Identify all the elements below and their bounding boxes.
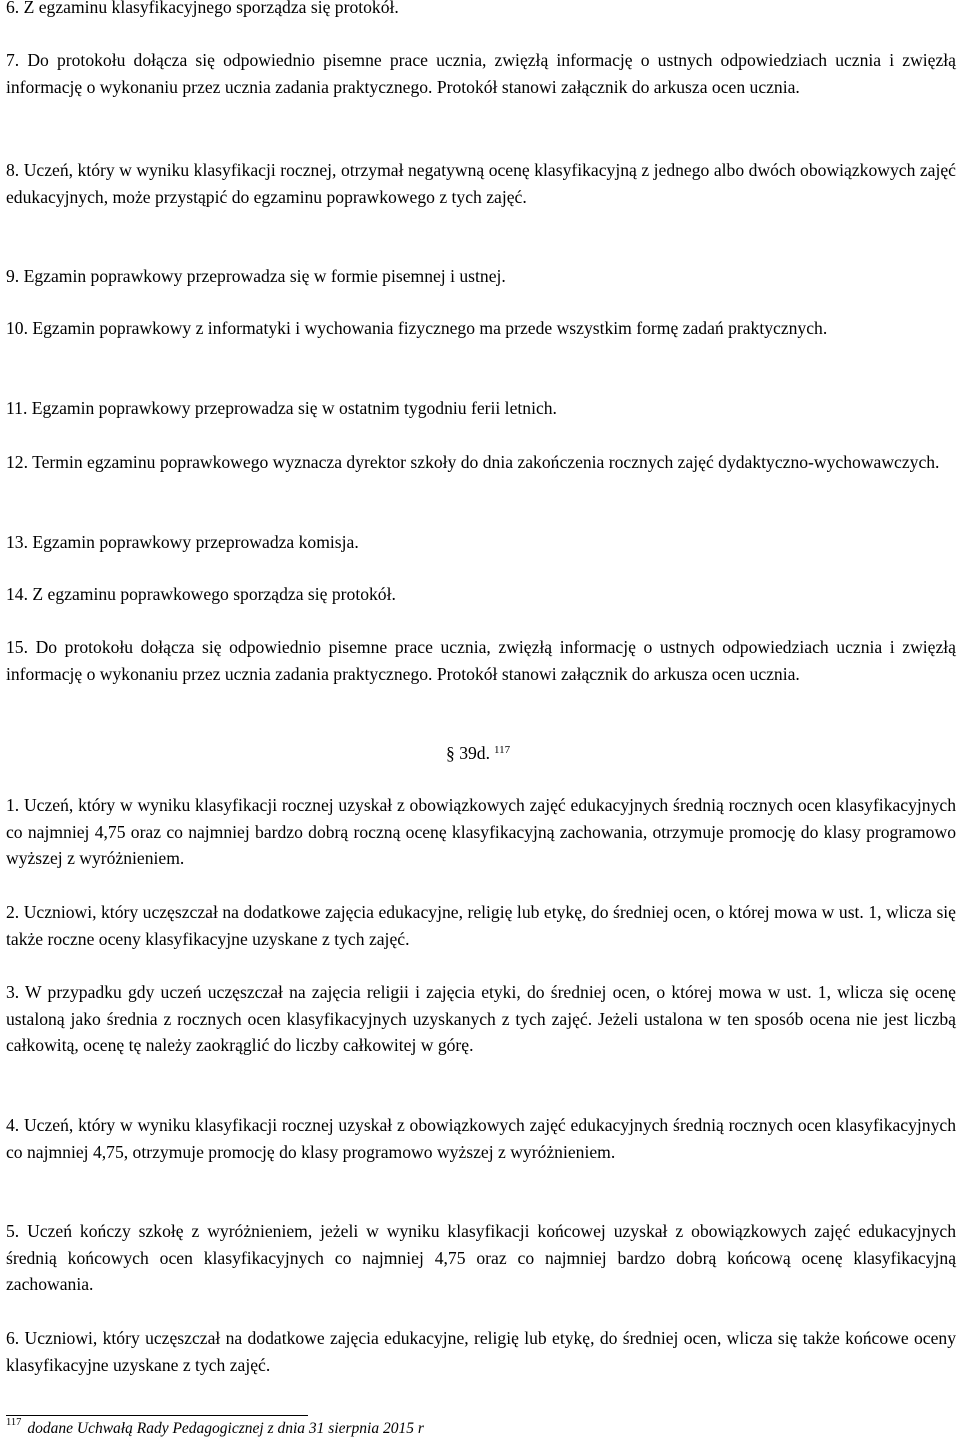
footnote-text: dodane Uchwałą Rady Pedagogicznej z dnia 31 sierpnia 2015 r bbox=[27, 1420, 424, 1437]
paragraph-7: 7. Do protokołu dołącza się odpowiednio pisemne prace ucznia, zwięzłą informację o ustnych odpowiedziach ucznia i zwięzłą informację o wykonaniu przez ucznia zadania praktycznego. Protokół stanowi załącznik do arkusza ocen ucznia. bbox=[6, 50, 956, 97]
paragraph-8: 8. Uczeń, który w wyniku klasyfikacji rocznej, otrzymał negatywną ocenę klasyfikacyjną z jednego albo dwóch obowiązkowych zajęć edukacyjnych, może przystąpić do egzaminu poprawkowego z tych zajęć. bbox=[6, 160, 956, 207]
paragraph-section-5: 5. Uczeń kończy szkołę z wyróżnieniem, jeżeli w wyniku klasyfikacji końcowej uzyskał z obowiązkowych zajęć edukacyjnych średnią końcowych ocen klasyfikacyjnych co najmniej 4,75 oraz co najmniej bardzo dobrą końcową ocenę klasyfikacyjną zachowania. bbox=[6, 1221, 956, 1294]
paragraph-11: 11. Egzamin poprawkowy przeprowadza się w ostatnim tygodniu ferii letnich. bbox=[6, 398, 557, 418]
paragraph-9: 9. Egzamin poprawkowy przeprowadza się w formie pisemnej i ustnej. bbox=[6, 266, 506, 286]
paragraph-6: 6. Z egzaminu klasyfikacyjnego sporządza się protokół. bbox=[6, 0, 399, 17]
paragraph-13: 13. Egzamin poprawkowy przeprowadza komisja. bbox=[6, 532, 359, 552]
footnote bbox=[6, 1416, 424, 1444]
paragraph-section-4: 4. Uczeń, który w wyniku klasyfikacji rocznej uzyskał z obowiązkowych zajęć edukacyjnych średnią rocznych ocen klasyfikacyjnych co najmniej 4,75, otrzymuje promocję do klasy programowo wyższej z wyróżnieniem. bbox=[6, 1115, 956, 1162]
paragraph-12: 12. Termin egzaminu poprawkowego wyznacza dyrektor szkoły do dnia zakończenia rocznych zajęć dydaktyczno-wychowawczych. bbox=[6, 452, 940, 472]
paragraph-section-3: 3. W przypadku gdy uczeń uczęszczał na zajęcia religii i zajęcia etyki, do średniej ocen, o której mowa w ust. 1, wlicza się ocenę ustaloną jako średnia z rocznych ocen klasyfikacyjnych uzyskanych z tych zajęć. Jeżeli ustalona w ten sposób ocena nie jest liczbą całkowitą, ocenę tę należy zaokrąglić do liczby całkowitej w górę. bbox=[6, 982, 956, 1055]
paragraph-section-6: 6. Uczniowi, który uczęszczał na dodatkowe zajęcia edukacyjne, religię lub etykę, do średniej ocen, wlicza się także końcowe oceny klasyfikacyjne uzyskane z tych zajęć. bbox=[6, 1328, 956, 1375]
paragraph-15: 15. Do protokołu dołącza się odpowiednio pisemne prace ucznia, zwięzłą informację o ustnych odpowiedziach ucznia i zwięzłą informację o wykonaniu przez ucznia zadania praktycznego. Protokół stanowi załącznik do arkusza ocen ucznia. bbox=[6, 637, 956, 684]
paragraph-section-2: 2. Uczniowi, który uczęszczał na dodatkowe zajęcia edukacyjne, religię lub etykę, do średniej ocen, o której mowa w ust. 1, wlicza się także roczne oceny klasyfikacyjne uzyskane z tych zajęć. bbox=[6, 902, 956, 949]
footnote-number: 117 bbox=[6, 1417, 22, 1428]
paragraph-section-1: 1. Uczeń, który w wyniku klasyfikacji rocznej uzyskał z obowiązkowych zajęć edukacyjnych średnią rocznych ocen klasyfikacyjnych co najmniej 4,75 oraz co najmniej bardzo dobrą roczną ocenę klasyfikacyjną zachowania, otrzymuje promocję do klasy programowo wyższej z wyróżnieniem. bbox=[6, 795, 956, 868]
section-label: § 39d. bbox=[446, 743, 490, 763]
paragraph-14: 14. Z egzaminu poprawkowego sporządza się protokół. bbox=[6, 584, 396, 604]
section-heading bbox=[446, 740, 510, 769]
footnote-reference[interactable]: 117 bbox=[493, 744, 511, 756]
paragraph-10: 10. Egzamin poprawkowy z informatyki i wychowania fizycznego ma przede wszystkim formę zadań praktycznych. bbox=[6, 318, 828, 338]
